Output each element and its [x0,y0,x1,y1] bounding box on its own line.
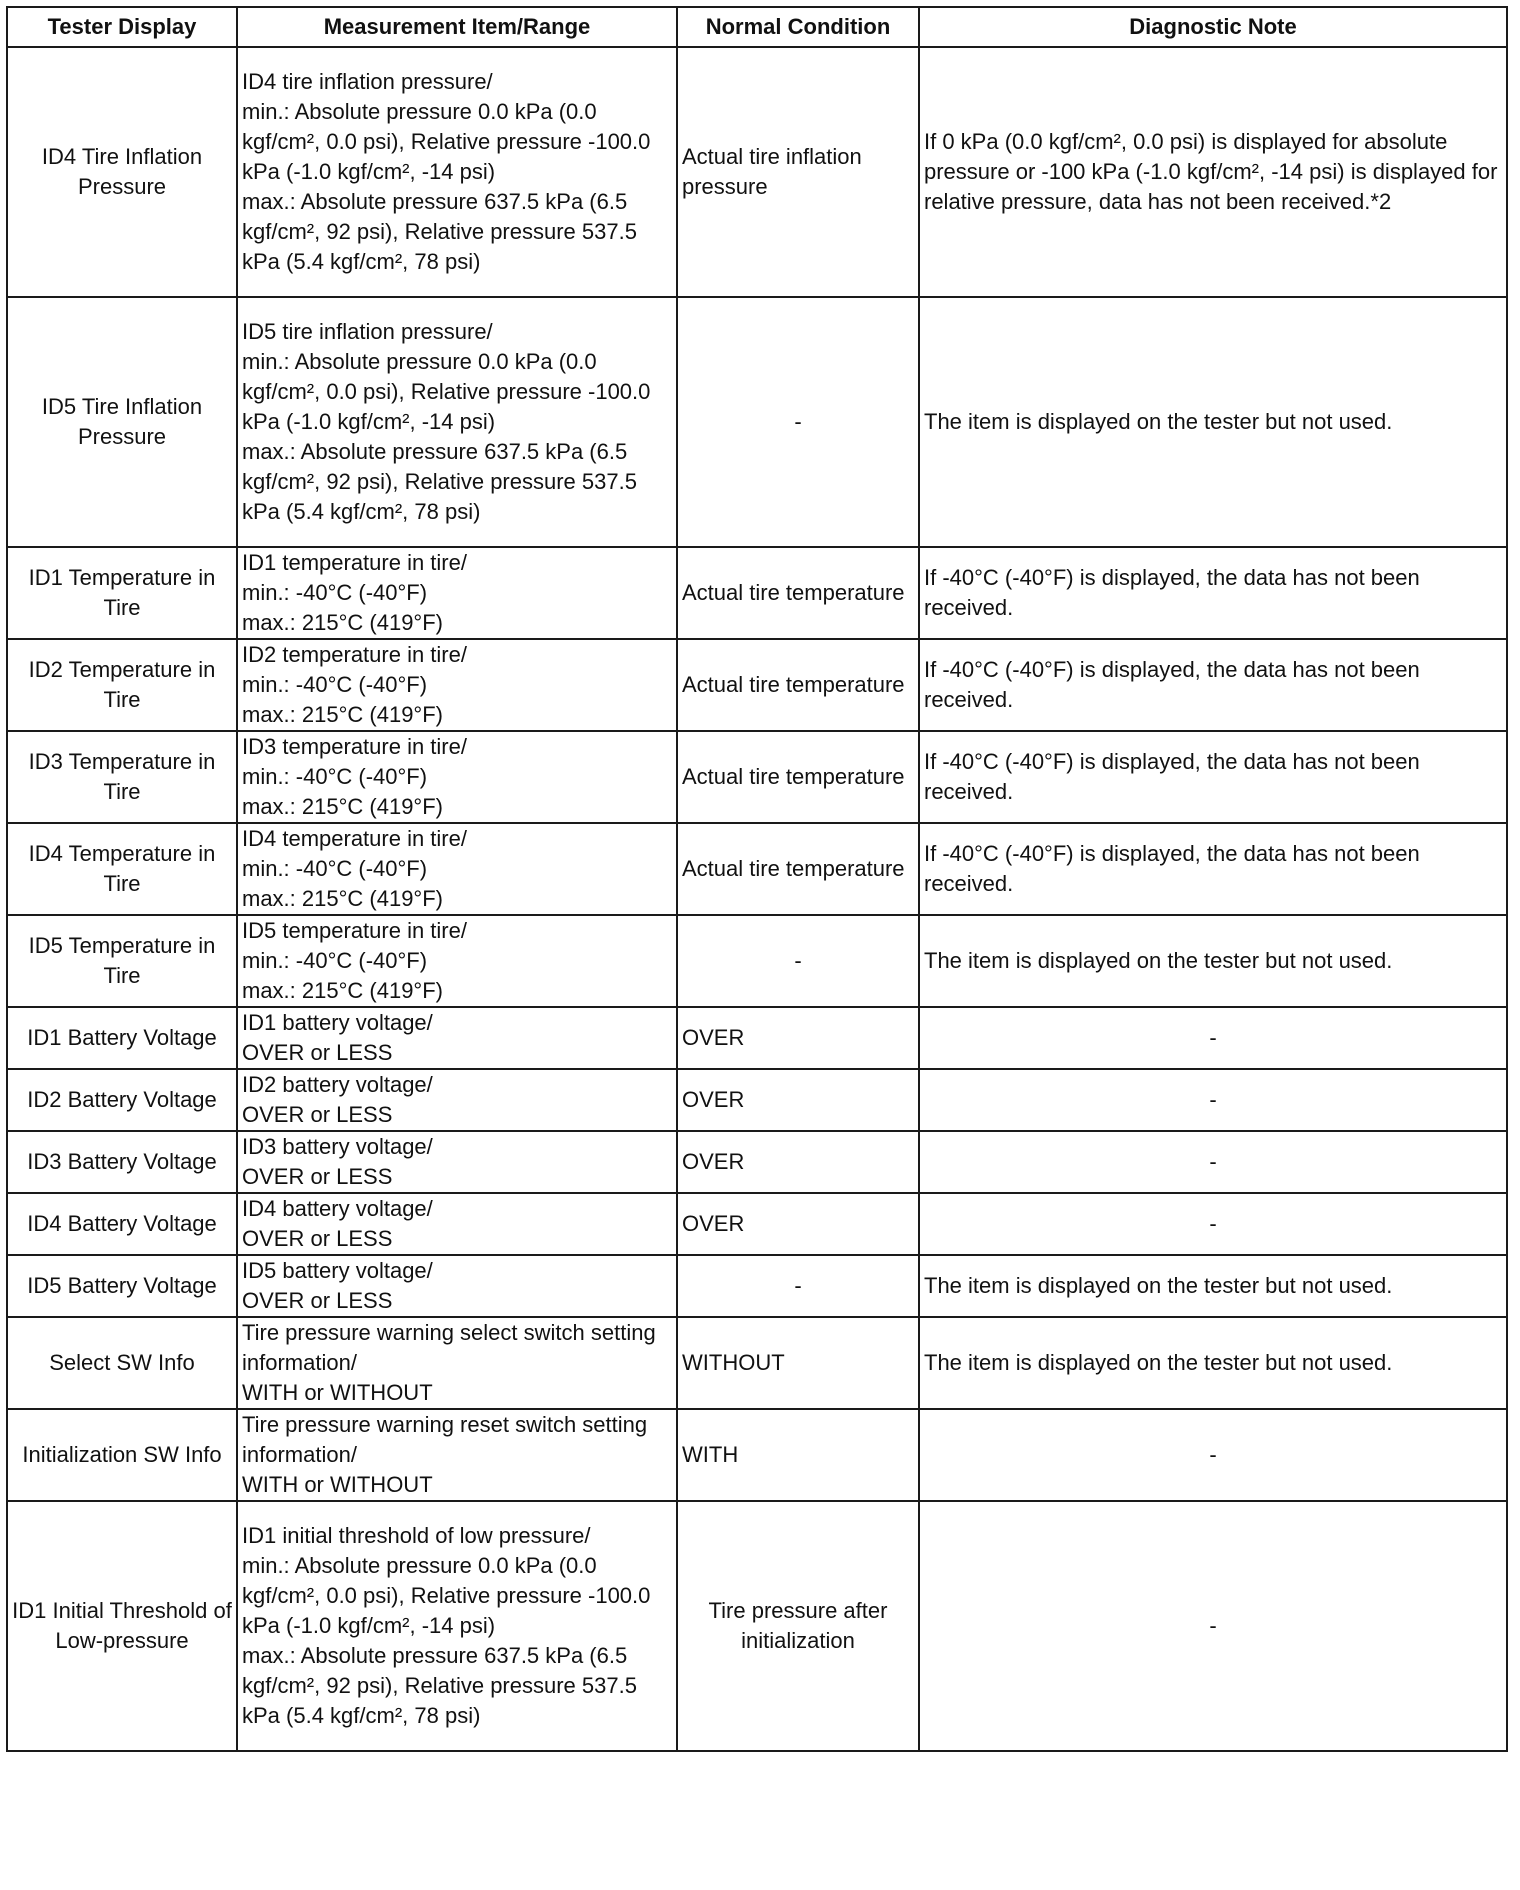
normal-condition-cell: Actual tire temperature [677,731,919,823]
diagnostic-note-cell: If 0 kPa (0.0 kgf/cm², 0.0 psi) is displayed for absolute pressure or -100 kPa (-1.0 kgf/cm², -14 psi) is displayed for relative pressure, data has not been received.*2 [919,47,1507,297]
table-row [7,1193,1507,1255]
table-row [7,1317,1507,1409]
header-measurement: Measurement Item/Range [237,7,677,47]
tester-display-cell: ID3 Temperature in Tire [7,731,237,823]
measurement-cell: ID5 tire inflation pressure/ min.: Absolute pressure 0.0 kPa (0.0 kgf/cm², 0.0 psi), Relative pressure -100.0 kPa (-1.0 kgf/cm², -14 psi) max.: Absolute pressure 637.5 kPa (6.5 kgf/cm², 92 psi), Relative pressure 537.5 kPa (5.4 kgf/cm², 78 psi) [237,297,677,547]
header-diagnostic-note: Diagnostic Note [919,7,1507,47]
header-row [7,7,1507,47]
normal-condition-cell: Actual tire temperature [677,547,919,639]
table-row [7,297,1507,547]
measurement-cell: ID3 temperature in tire/ min.: -40°C (-40°F) max.: 215°C (419°F) [237,731,677,823]
measurement-cell: ID2 temperature in tire/ min.: -40°C (-40°F) max.: 215°C (419°F) [237,639,677,731]
measurement-cell: ID4 battery voltage/ OVER or LESS [237,1193,677,1255]
table-row [7,1069,1507,1131]
diagnostic-note-cell: If -40°C (-40°F) is displayed, the data has not been received. [919,823,1507,915]
diagnostic-note-cell: - [919,1069,1507,1131]
table-row [7,731,1507,823]
table-row [7,639,1507,731]
header-normal-condition: Normal Condition [677,7,919,47]
table-row [7,1409,1507,1501]
table-row [7,1131,1507,1193]
table-row [7,547,1507,639]
normal-condition-cell: - [677,1255,919,1317]
diagnostic-note-cell: The item is displayed on the tester but not used. [919,915,1507,1007]
data-list-sheet [6,6,1508,1752]
diagnostic-note-cell: - [919,1007,1507,1069]
diagnostic-note-cell: If -40°C (-40°F) is displayed, the data has not been received. [919,731,1507,823]
tester-display-cell: ID5 Battery Voltage [7,1255,237,1317]
normal-condition-cell: OVER [677,1069,919,1131]
tester-display-cell: Select SW Info [7,1317,237,1409]
table-row [7,915,1507,1007]
measurement-cell: ID4 temperature in tire/ min.: -40°C (-40°F) max.: 215°C (419°F) [237,823,677,915]
diagnostic-note-cell: - [919,1193,1507,1255]
table-row [7,1255,1507,1317]
measurement-cell: ID1 temperature in tire/ min.: -40°C (-40°F) max.: 215°C (419°F) [237,547,677,639]
normal-condition-cell: OVER [677,1007,919,1069]
normal-condition-cell: - [677,915,919,1007]
normal-condition-cell: Actual tire temperature [677,639,919,731]
normal-condition-cell: - [677,297,919,547]
tester-display-cell: ID3 Battery Voltage [7,1131,237,1193]
tester-display-cell: Initialization SW Info [7,1409,237,1501]
table-row [7,1007,1507,1069]
tester-display-cell: ID2 Temperature in Tire [7,639,237,731]
measurement-cell: ID1 battery voltage/ OVER or LESS [237,1007,677,1069]
tester-display-cell: ID4 Tire Inflation Pressure [7,47,237,297]
diagnostic-note-cell: - [919,1501,1507,1751]
tester-display-cell: ID4 Temperature in Tire [7,823,237,915]
measurement-cell: ID5 temperature in tire/ min.: -40°C (-40°F) max.: 215°C (419°F) [237,915,677,1007]
tester-display-cell: ID1 Temperature in Tire [7,547,237,639]
table-row [7,1501,1507,1751]
normal-condition-cell: Actual tire temperature [677,823,919,915]
measurement-cell: ID4 tire inflation pressure/ min.: Absolute pressure 0.0 kPa (0.0 kgf/cm², 0.0 psi), Relative pressure -100.0 kPa (-1.0 kgf/cm², -14 psi) max.: Absolute pressure 637.5 kPa (6.5 kgf/cm², 92 psi), Relative pressure 537.5 kPa (5.4 kgf/cm², 78 psi) [237,47,677,297]
measurement-cell: Tire pressure warning reset switch setting information/ WITH or WITHOUT [237,1409,677,1501]
normal-condition-cell: WITHOUT [677,1317,919,1409]
tester-display-cell: ID5 Tire Inflation Pressure [7,297,237,547]
diagnostic-note-cell: - [919,1409,1507,1501]
diagnostic-note-cell: If -40°C (-40°F) is displayed, the data has not been received. [919,639,1507,731]
measurement-cell: ID2 battery voltage/ OVER or LESS [237,1069,677,1131]
measurement-cell: ID3 battery voltage/ OVER or LESS [237,1131,677,1193]
tester-display-cell: ID5 Temperature in Tire [7,915,237,1007]
normal-condition-cell: OVER [677,1131,919,1193]
normal-condition-cell: Tire pressure after initialization [677,1501,919,1751]
tester-display-cell: ID1 Battery Voltage [7,1007,237,1069]
diagnostic-note-cell: - [919,1131,1507,1193]
normal-condition-cell: OVER [677,1193,919,1255]
table-row [7,47,1507,297]
diagnostic-note-cell: If -40°C (-40°F) is displayed, the data has not been received. [919,547,1507,639]
normal-condition-cell: WITH [677,1409,919,1501]
diagnostic-note-cell: The item is displayed on the tester but not used. [919,1317,1507,1409]
data-list-table [6,6,1508,1752]
tester-display-cell: ID2 Battery Voltage [7,1069,237,1131]
table-row [7,823,1507,915]
tester-display-cell: ID4 Battery Voltage [7,1193,237,1255]
measurement-cell: Tire pressure warning select switch setting information/ WITH or WITHOUT [237,1317,677,1409]
measurement-cell: ID1 initial threshold of low pressure/ min.: Absolute pressure 0.0 kPa (0.0 kgf/cm², 0.0 psi), Relative pressure -100.0 kPa (-1.0 kgf/cm², -14 psi) max.: Absolute pressure 637.5 kPa (6.5 kgf/cm², 92 psi), Relative pressure 537.5 kPa (5.4 kgf/cm², 78 psi) [237,1501,677,1751]
diagnostic-note-cell: The item is displayed on the tester but not used. [919,1255,1507,1317]
measurement-cell: ID5 battery voltage/ OVER or LESS [237,1255,677,1317]
diagnostic-note-cell: The item is displayed on the tester but not used. [919,297,1507,547]
header-tester-display: Tester Display [7,7,237,47]
tester-display-cell: ID1 Initial Threshold of Low-pressure [7,1501,237,1751]
normal-condition-cell: Actual tire inflation pressure [677,47,919,297]
